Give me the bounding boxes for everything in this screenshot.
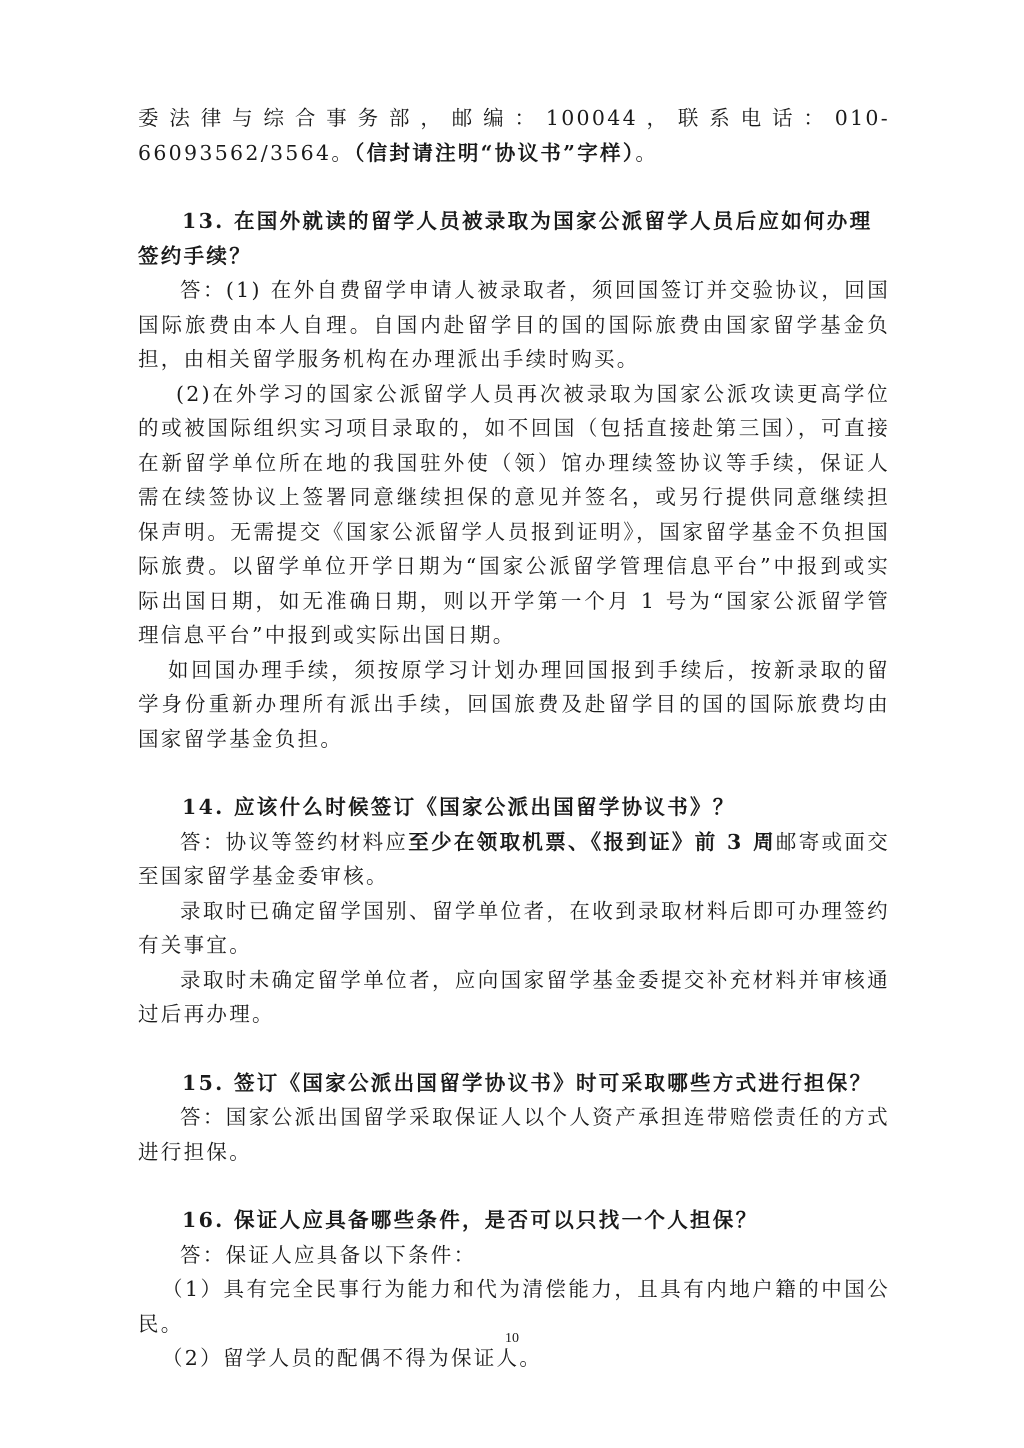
q15-answer-1: 答：国家公派出国留学采取保证人以个人资产承担连带赔偿责任的方式进行担保。: [138, 1105, 890, 1164]
q16-answer-1: 答：保证人应具备以下条件：: [180, 1242, 477, 1267]
q14-answer-2: 录取时已确定留学国别、留学单位者，在收到录取材料后即可办理签约有关事宜。: [138, 898, 890, 957]
q13-answer-3: 如回国办理手续，须按原学习计划办理回国报到手续后，按新录取的留学身份重新办理所有派出手续，回国旅费及赴留学目的国的国际旅费均由国家留学基金负担。: [138, 657, 890, 751]
q14-answer-1: [138, 825, 890, 894]
question-14-heading: 14. 应该什么时候签订《国家公派出国留学协议书》？: [182, 795, 736, 819]
q13-answer-2: (2)在外学习的国家公派留学人员再次被录取为国家公派攻读更高学位的或被国际组织实习项目录取的，如不回国（包括直接赴第三国），可直接在新留学单位所在地的我国驻外使（领）馆办理续签协议等手续，保证人需在续签协议上签署同意继续担保的意见并签名，或另行提供同意继续担保声明。无需提交《国家公派留学人员报到证明》，国家留学基金不负担国际旅费。以留学单位开学日期为“国家公派留学管理信息平台”中报到或实际出国日期，如无准确日期，则以开学第一个月 1 号为“国家公派留学管理信息平台”中报到或实际出国日期。: [138, 381, 890, 647]
intro-paragraph: [138, 101, 890, 170]
intro-text: 委法律与综合事务部，邮编：100044，联系电话：010-66093562/3564。: [138, 106, 890, 165]
question-16-heading: 16. 保证人应具备哪些条件，是否可以只找一个人担保？: [182, 1208, 759, 1232]
document-body: [138, 101, 890, 1376]
intro-bold-note: （信封请注明“协议书”字样）: [354, 140, 636, 165]
section-gap: [138, 756, 890, 790]
section-gap: [138, 1032, 890, 1066]
q13-answer-1: 答：(1) 在外自费留学申请人被录取者，须回国签订并交验协议，回国国际旅费由本人自理。自国内赴留学目的国的国际旅费由国家留学基金负担，由相关留学服务机构在办理派出手续时购买。: [138, 278, 890, 371]
question-15-heading: 15. 签订《国家公派出国留学协议书》时可采取哪些方式进行担保？: [182, 1070, 873, 1095]
intro-end: 。: [635, 140, 659, 165]
q14-answer-3: 录取时未确定留学单位者，应向国家留学基金委提交补充材料并审核通过后再办理。: [138, 967, 890, 1026]
q16-answer-2: （1）具有完全民事行为能力和代为清偿能力，且具有内地户籍的中国公民。: [138, 1277, 890, 1336]
q16-answer-3: （2）留学人员的配偶不得为保证人。: [162, 1346, 543, 1370]
section-gap: [138, 170, 890, 204]
section-gap: [138, 1169, 890, 1203]
q14-answer-1-b: 邮寄或面交至国家留学基金委审核。: [138, 829, 891, 888]
question-13-heading: 13. 在国外就读的留学人员被录取为国家公派留学人员后应如何办理签约手续？: [138, 209, 873, 268]
q14-answer-1-bold: 至少在领取机票、《报到证》前 3 周: [408, 829, 776, 854]
page-number: 10: [505, 1331, 519, 1346]
q14-answer-1-a: 答：协议等签约材料应: [180, 829, 409, 854]
